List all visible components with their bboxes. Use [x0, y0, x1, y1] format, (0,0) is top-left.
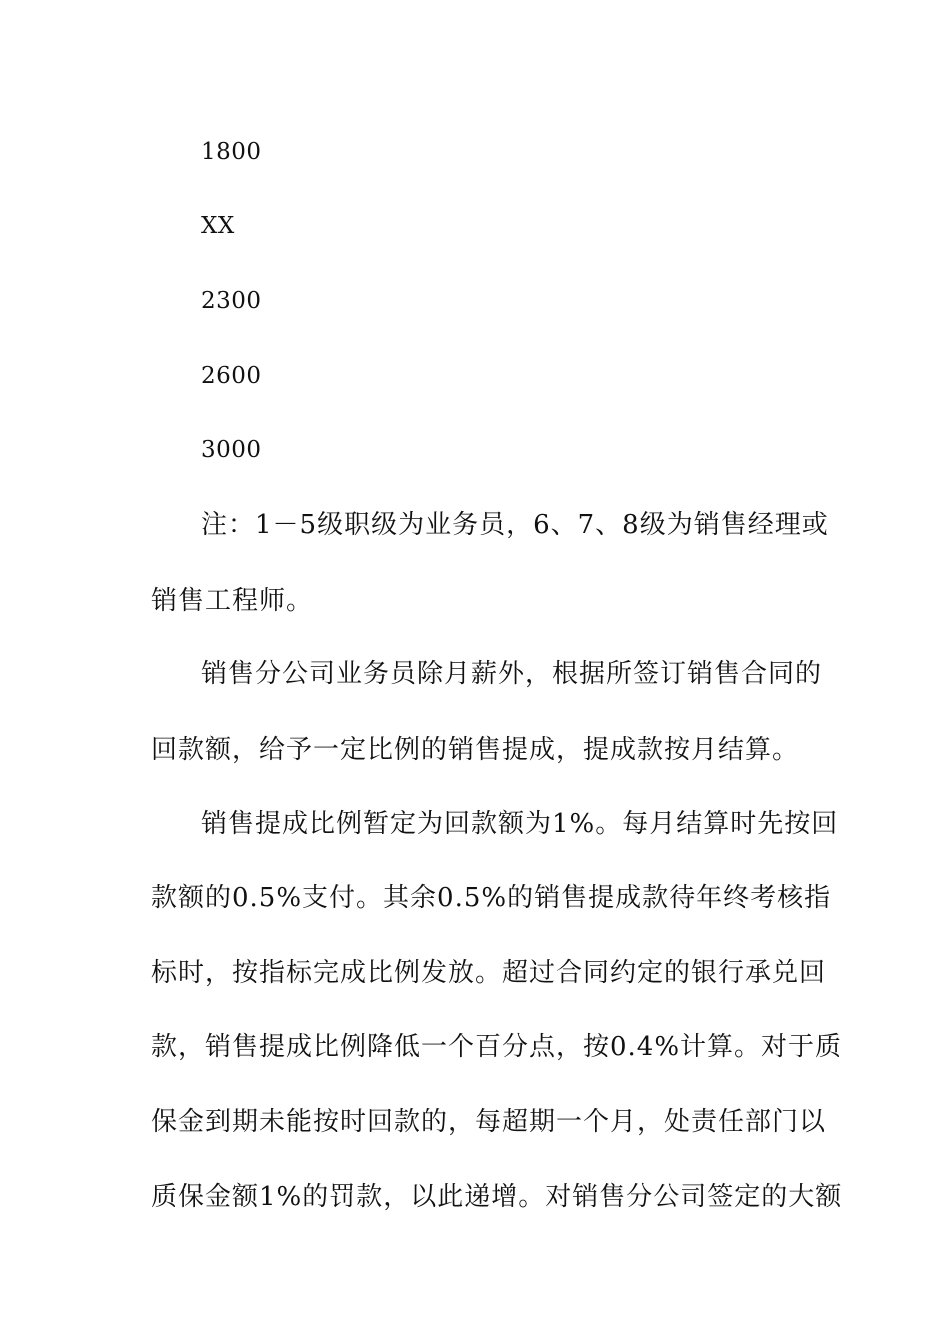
paragraph-2-line-2: 款额的0.5%支付。其余0.5%的销售提成款待年终考核指 [151, 883, 832, 913]
salary-value-2: XX [201, 213, 235, 239]
note-line-1: 注：1－5级职级为业务员，6、7、8级为销售经理或 [201, 510, 829, 540]
paragraph-2-line-5: 保金到期未能按时回款的，每超期一个月，处责任部门以 [151, 1107, 827, 1137]
salary-value-3: 2300 [201, 288, 262, 314]
salary-value-1: 1800 [201, 139, 262, 165]
paragraph-2-line-1: 销售提成比例暂定为回款额为1%。每月结算时先按回 [201, 809, 839, 839]
paragraph-2-line-4: 款，销售提成比例降低一个百分点，按0.4%计算。对于质 [151, 1032, 843, 1062]
salary-value-5: 3000 [201, 437, 262, 463]
paragraph-2-line-3: 标时，按指标完成比例发放。超过合同约定的银行承兑回 [151, 958, 827, 988]
paragraph-1-line-2: 回款额，给予一定比例的销售提成，提成款按月结算。 [151, 735, 800, 765]
paragraph-2-line-6: 质保金额1%的罚款，以此递增。对销售分公司签定的大额 [151, 1182, 843, 1212]
note-line-2: 销售工程师。 [151, 586, 314, 616]
paragraph-1-line-1: 销售分公司业务员除月薪外，根据所签订销售合同的 [201, 659, 823, 689]
salary-value-4: 2600 [201, 363, 262, 389]
